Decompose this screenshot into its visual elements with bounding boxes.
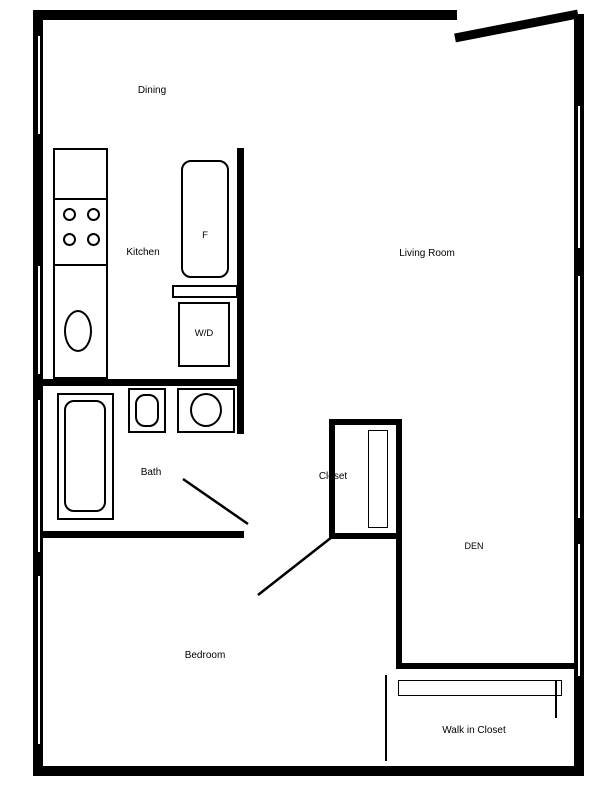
- window-right-3-frame-a: [576, 544, 578, 676]
- window-right-2-frame-a: [576, 276, 578, 518]
- interior-wall-kitchen-vertical: [237, 148, 244, 434]
- interior-wall-den-left: [396, 419, 402, 669]
- washer-dryer-surround: [172, 285, 238, 298]
- interior-wall-closet-bottom: [329, 533, 402, 539]
- exterior-wall-bottom: [33, 766, 584, 776]
- exterior-wall-top: [33, 10, 457, 20]
- walk-in-closet-rod: [555, 680, 557, 718]
- bathtub-basin: [64, 400, 106, 512]
- room-label-den: DEN: [464, 541, 484, 551]
- window-left-1-frame-a: [36, 36, 38, 134]
- window-right-3-frame-b: [580, 544, 582, 676]
- interior-wall-walkin-top: [396, 663, 576, 669]
- window-left-4-frame-b: [40, 576, 42, 744]
- window-left-1-frame-b: [40, 36, 42, 134]
- washer-dryer-label: W/D: [194, 328, 214, 339]
- interior-wall-closet-top: [329, 419, 402, 425]
- room-label-kitchen: Kitchen: [126, 247, 160, 258]
- room-label-walk-in-closet: Walk in Closet: [442, 725, 506, 736]
- room-label-closet: Closet: [318, 471, 348, 482]
- room-label-bath: Bath: [140, 467, 162, 478]
- window-right-2-frame-b: [580, 276, 582, 518]
- burner-4: [87, 233, 100, 246]
- window-left-3-frame-b: [40, 400, 42, 552]
- burner-1: [63, 208, 76, 221]
- refrigerator: [181, 160, 229, 278]
- walk-in-closet-shelf: [398, 680, 562, 696]
- bath-sink: [135, 394, 159, 427]
- room-label-living-room: Living Room: [399, 248, 455, 259]
- burner-2: [87, 208, 100, 221]
- burner-3: [63, 233, 76, 246]
- interior-wall-bath-bedroom: [43, 531, 244, 538]
- window-left-4-frame-a: [36, 576, 38, 744]
- kitchen-sink: [64, 310, 92, 352]
- room-label-bedroom: Bedroom: [184, 650, 226, 661]
- window-right-1-frame-a: [576, 106, 578, 248]
- window-right-1-frame-b: [580, 106, 582, 248]
- interior-wall-kitchen-bath: [43, 379, 244, 386]
- closet-shelf: [368, 430, 388, 528]
- window-left-3-frame-a: [36, 400, 38, 552]
- walk-in-closet-divider: [385, 675, 387, 761]
- room-label-dining: Dining: [137, 85, 167, 96]
- refrigerator-label: F: [202, 230, 208, 241]
- toilet-bowl: [190, 393, 222, 427]
- window-left-2-frame-a: [36, 266, 38, 374]
- window-left-2-frame-b: [40, 266, 42, 374]
